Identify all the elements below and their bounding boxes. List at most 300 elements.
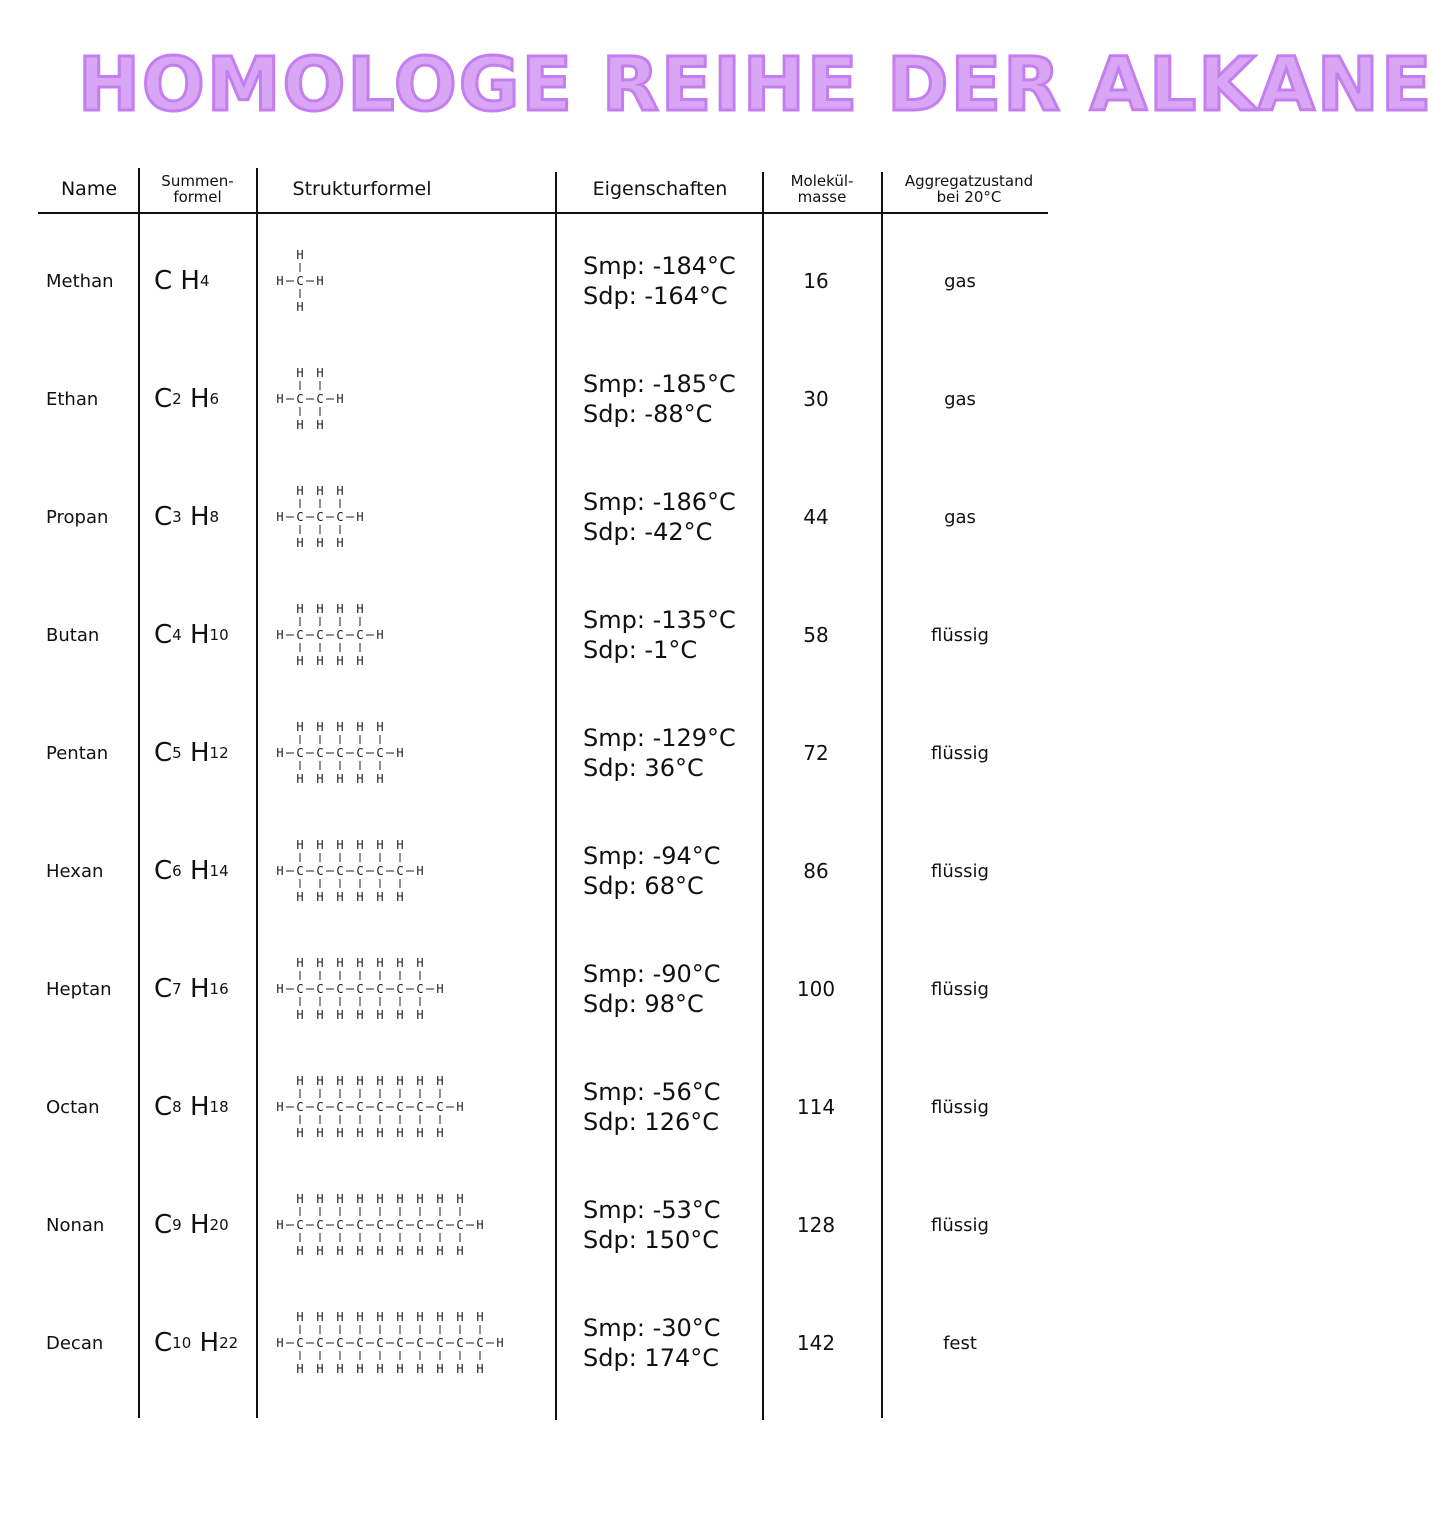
hydrogen-atom: H	[296, 1008, 304, 1022]
structure-diagram	[270, 351, 360, 447]
structural-formula	[270, 222, 555, 340]
structure-diagram	[270, 1177, 500, 1273]
page-title: HOMOLOGE REIHE DER ALKANE	[78, 42, 1433, 128]
molecular-formula	[154, 1048, 254, 1166]
hydrogen-atom: H	[356, 602, 364, 616]
formula-c: C	[154, 266, 173, 296]
hydrogen-atom: H	[436, 1074, 444, 1088]
formula-h: H	[189, 1210, 210, 1240]
hydrogen-atom: H	[316, 956, 324, 970]
formula-c-count: 4	[172, 626, 182, 644]
structure-diagram	[270, 941, 460, 1037]
molecular-mass: 58	[803, 623, 829, 647]
formula-c-count: 10	[172, 1334, 192, 1352]
header-formula-line1: Summen-	[161, 172, 234, 190]
boiling-point: Sdp: -164°C	[583, 282, 728, 310]
hydrogen-atom: H	[316, 890, 324, 904]
molecular-mass: 128	[796, 1213, 836, 1237]
formula-h-count: 8	[209, 508, 220, 526]
hydrogen-atom: H	[316, 1244, 324, 1258]
hydrogen-atom: H	[396, 746, 404, 760]
aggregate-state: gas	[944, 506, 976, 528]
hydrogen-atom: H	[356, 1192, 364, 1206]
carbon-atom: C	[356, 1100, 364, 1114]
molecular-formula	[154, 930, 254, 1048]
hydrogen-atom: H	[296, 654, 304, 668]
hydrogen-atom: H	[376, 890, 384, 904]
formula-c-count: 6	[172, 862, 182, 880]
table-row	[0, 340, 1080, 458]
structure-diagram	[270, 1059, 480, 1155]
hydrogen-atom: H	[296, 1362, 304, 1376]
hydrogen-atom: H	[416, 1362, 424, 1376]
hydrogen-atom: H	[316, 1008, 324, 1022]
hydrogen-atom: H	[376, 720, 384, 734]
hydrogen-atom: H	[376, 838, 384, 852]
hydrogen-atom: H	[416, 864, 424, 878]
hydrogen-atom: H	[396, 1362, 404, 1376]
alkane-name: Octan	[46, 1096, 100, 1118]
formula-c-count: 3	[172, 508, 182, 526]
hydrogen-atom: H	[416, 1192, 424, 1206]
hydrogen-atom: H	[396, 1244, 404, 1258]
hydrogen-atom: H	[316, 720, 324, 734]
formula-h: H	[189, 384, 210, 414]
aggregate-state: flüssig	[931, 978, 989, 1000]
carbon-atom: C	[416, 982, 424, 996]
carbon-atom: C	[296, 1100, 304, 1114]
hydrogen-atom: H	[376, 1310, 384, 1324]
hydrogen-atom: H	[276, 274, 284, 288]
structure-diagram	[270, 823, 440, 919]
hydrogen-atom: H	[296, 838, 304, 852]
melting-point: Smp: -186°C	[583, 488, 736, 516]
hydrogen-atom: H	[416, 1008, 424, 1022]
carbon-atom: C	[376, 864, 384, 878]
table-row	[0, 458, 1080, 576]
melting-point: Smp: -129°C	[583, 724, 736, 752]
table-row	[0, 1048, 1080, 1166]
carbon-atom: C	[316, 746, 324, 760]
molecular-mass: 30	[803, 387, 829, 411]
properties	[583, 1048, 758, 1166]
hydrogen-atom: H	[296, 1074, 304, 1088]
hydrogen-atom: H	[296, 1244, 304, 1258]
carbon-atom: C	[376, 746, 384, 760]
hydrogen-atom: H	[336, 1362, 344, 1376]
hydrogen-atom: H	[276, 510, 284, 524]
alkane-name: Methan	[46, 270, 114, 292]
boiling-point: Sdp: 174°C	[583, 1344, 719, 1372]
carbon-atom: C	[296, 628, 304, 642]
hydrogen-atom: H	[436, 1362, 444, 1376]
header-state	[884, 165, 1054, 213]
hydrogen-atom: H	[336, 1126, 344, 1140]
hydrogen-atom: H	[356, 654, 364, 668]
carbon-atom: C	[316, 392, 324, 406]
hydrogen-atom: H	[296, 890, 304, 904]
hydrogen-atom: H	[456, 1100, 464, 1114]
molecular-mass: 16	[803, 269, 829, 293]
carbon-atom: C	[296, 864, 304, 878]
formula-h-count: 10	[209, 626, 229, 644]
hydrogen-atom: H	[316, 418, 324, 432]
carbon-atom: C	[396, 1336, 404, 1350]
alkane-name: Decan	[46, 1332, 104, 1354]
structure-diagram	[270, 587, 400, 683]
properties	[583, 1166, 758, 1284]
hydrogen-atom: H	[356, 1008, 364, 1022]
structural-formula	[270, 576, 555, 694]
header-mass	[766, 165, 878, 213]
carbon-atom: C	[296, 1336, 304, 1350]
formula-c: C	[154, 1092, 173, 1122]
boiling-point: Sdp: 68°C	[583, 872, 704, 900]
table-row	[0, 1284, 1080, 1402]
carbon-atom: C	[456, 1336, 464, 1350]
carbon-atom: C	[396, 1218, 404, 1232]
hydrogen-atom: H	[336, 602, 344, 616]
formula-h-count: 18	[209, 1098, 229, 1116]
table-row	[0, 222, 1080, 340]
carbon-atom: C	[316, 510, 324, 524]
hydrogen-atom: H	[336, 1192, 344, 1206]
formula-h: H	[189, 620, 210, 650]
carbon-atom: C	[416, 1336, 424, 1350]
structural-formula	[270, 1284, 555, 1402]
carbon-atom: C	[356, 864, 364, 878]
molecular-mass: 100	[796, 977, 836, 1001]
aggregate-state: flüssig	[931, 1214, 989, 1236]
carbon-atom: C	[316, 628, 324, 642]
properties	[583, 222, 758, 340]
hydrogen-atom: H	[396, 956, 404, 970]
carbon-atom: C	[336, 1336, 344, 1350]
hydrogen-atom: H	[296, 1192, 304, 1206]
properties	[583, 694, 758, 812]
boiling-point: Sdp: -88°C	[583, 400, 713, 428]
formula-c-count: 2	[172, 390, 182, 408]
carbon-atom: C	[316, 1218, 324, 1232]
aggregate-state: gas	[944, 388, 976, 410]
formula-c: C	[154, 974, 173, 1004]
formula-c: C	[154, 502, 173, 532]
melting-point: Smp: -184°C	[583, 252, 736, 280]
hydrogen-atom: H	[476, 1218, 484, 1232]
formula-c-count: 5	[172, 744, 182, 762]
hydrogen-atom: H	[436, 1244, 444, 1258]
molecular-formula	[154, 694, 254, 812]
hydrogen-atom: H	[356, 1362, 364, 1376]
formula-c: C	[154, 384, 173, 414]
boiling-point: Sdp: 98°C	[583, 990, 704, 1018]
hydrogen-atom: H	[456, 1244, 464, 1258]
hydrogen-atom: H	[376, 1362, 384, 1376]
molecular-mass: 114	[796, 1095, 836, 1119]
carbon-atom: C	[336, 628, 344, 642]
hydrogen-atom: H	[436, 982, 444, 996]
boiling-point: Sdp: 126°C	[583, 1108, 719, 1136]
hydrogen-atom: H	[396, 1074, 404, 1088]
alkane-name: Butan	[46, 624, 100, 646]
molecular-mass: 72	[803, 741, 829, 765]
hydrogen-atom: H	[476, 1362, 484, 1376]
formula-c-count: 9	[172, 1216, 182, 1234]
formula-h: H	[199, 1328, 220, 1358]
hydrogen-atom: H	[356, 1074, 364, 1088]
carbon-atom: C	[436, 1100, 444, 1114]
hydrogen-atom: H	[276, 392, 284, 406]
hydrogen-atom: H	[356, 1244, 364, 1258]
alkane-name: Heptan	[46, 978, 112, 1000]
formula-c: C	[154, 620, 173, 650]
hydrogen-atom: H	[436, 1192, 444, 1206]
carbon-atom: C	[376, 1218, 384, 1232]
formula-c: C	[154, 738, 173, 768]
structural-formula	[270, 1048, 555, 1166]
hydrogen-atom: H	[296, 300, 304, 314]
properties	[583, 812, 758, 930]
hydrogen-atom: H	[316, 602, 324, 616]
melting-point: Smp: -185°C	[583, 370, 736, 398]
molecular-mass: 86	[803, 859, 829, 883]
header-formula	[140, 165, 255, 213]
table-row	[0, 930, 1080, 1048]
hydrogen-atom: H	[336, 772, 344, 786]
structure-diagram	[270, 469, 380, 565]
properties	[583, 930, 758, 1048]
boiling-point: Sdp: -1°C	[583, 636, 698, 664]
hydrogen-atom: H	[356, 838, 364, 852]
hydrogen-atom: H	[456, 1362, 464, 1376]
aggregate-state: flüssig	[931, 1096, 989, 1118]
hydrogen-atom: H	[316, 654, 324, 668]
hydrogen-atom: H	[316, 1074, 324, 1088]
header-divider	[38, 212, 1048, 214]
hydrogen-atom: H	[296, 366, 304, 380]
hydrogen-atom: H	[336, 890, 344, 904]
carbon-atom: C	[296, 392, 304, 406]
hydrogen-atom: H	[436, 1310, 444, 1324]
header-mass-line1: Molekül-	[790, 172, 854, 190]
table-row	[0, 812, 1080, 930]
boiling-point: Sdp: 150°C	[583, 1226, 719, 1254]
formula-h: H	[189, 502, 210, 532]
header-name: Name	[60, 177, 118, 200]
formula-h: H	[189, 974, 210, 1004]
hydrogen-atom: H	[496, 1336, 504, 1350]
carbon-atom: C	[416, 1218, 424, 1232]
formula-h-count: 22	[219, 1334, 239, 1352]
aggregate-state: flüssig	[931, 860, 989, 882]
carbon-atom: C	[296, 982, 304, 996]
formula-c: C	[154, 856, 173, 886]
carbon-atom: C	[316, 864, 324, 878]
hydrogen-atom: H	[276, 864, 284, 878]
structural-formula	[270, 458, 555, 576]
hydrogen-atom: H	[316, 1126, 324, 1140]
hydrogen-atom: H	[476, 1310, 484, 1324]
carbon-atom: C	[396, 864, 404, 878]
melting-point: Smp: -56°C	[583, 1078, 721, 1106]
hydrogen-atom: H	[456, 1192, 464, 1206]
hydrogen-atom: H	[296, 248, 304, 262]
hydrogen-atom: H	[356, 772, 364, 786]
hydrogen-atom: H	[396, 1126, 404, 1140]
carbon-atom: C	[316, 982, 324, 996]
structural-formula	[270, 1166, 555, 1284]
header-state-line2: bei 20°C	[936, 188, 1002, 206]
hydrogen-atom: H	[276, 628, 284, 642]
carbon-atom: C	[476, 1336, 484, 1350]
carbon-atom: C	[456, 1218, 464, 1232]
structure-diagram	[270, 705, 420, 801]
formula-h-count: 16	[209, 980, 229, 998]
hydrogen-atom: H	[356, 956, 364, 970]
header-mass-line2: masse	[797, 188, 847, 206]
header-structure: Strukturformel	[292, 177, 432, 200]
hydrogen-atom: H	[296, 1310, 304, 1324]
hydrogen-atom: H	[276, 1100, 284, 1114]
carbon-atom: C	[356, 982, 364, 996]
carbon-atom: C	[356, 628, 364, 642]
hydrogen-atom: H	[296, 418, 304, 432]
formula-c: C	[154, 1328, 173, 1358]
molecular-formula	[154, 340, 254, 458]
hydrogen-atom: H	[356, 510, 364, 524]
hydrogen-atom: H	[376, 1074, 384, 1088]
header-state-line1: Aggregatzustand	[904, 172, 1034, 190]
hydrogen-atom: H	[356, 1310, 364, 1324]
properties	[583, 340, 758, 458]
boiling-point: Sdp: -42°C	[583, 518, 713, 546]
aggregate-state: fest	[943, 1332, 977, 1354]
hydrogen-atom: H	[336, 1310, 344, 1324]
carbon-atom: C	[396, 982, 404, 996]
hydrogen-atom: H	[296, 720, 304, 734]
carbon-atom: C	[336, 982, 344, 996]
hydrogen-atom: H	[316, 1192, 324, 1206]
table-row	[0, 576, 1080, 694]
hydrogen-atom: H	[296, 1126, 304, 1140]
carbon-atom: C	[336, 864, 344, 878]
alkane-name: Pentan	[46, 742, 109, 764]
molecular-mass: 142	[796, 1331, 836, 1355]
carbon-atom: C	[296, 1218, 304, 1232]
carbon-atom: C	[296, 746, 304, 760]
hydrogen-atom: H	[396, 838, 404, 852]
hydrogen-atom: H	[336, 392, 344, 406]
hydrogen-atom: H	[396, 1192, 404, 1206]
hydrogen-atom: H	[416, 956, 424, 970]
hydrogen-atom: H	[376, 1192, 384, 1206]
carbon-atom: C	[396, 1100, 404, 1114]
carbon-atom: C	[296, 274, 304, 288]
hydrogen-atom: H	[436, 1126, 444, 1140]
carbon-atom: C	[376, 1336, 384, 1350]
properties	[583, 458, 758, 576]
hydrogen-atom: H	[416, 1310, 424, 1324]
alkane-name: Hexan	[46, 860, 104, 882]
carbon-atom: C	[336, 510, 344, 524]
formula-h: H	[180, 266, 200, 296]
aggregate-state: flüssig	[931, 624, 989, 646]
hydrogen-atom: H	[376, 1244, 384, 1258]
hydrogen-atom: H	[276, 982, 284, 996]
carbon-atom: C	[436, 1336, 444, 1350]
properties	[583, 576, 758, 694]
carbon-atom: C	[376, 982, 384, 996]
formula-h-count: 14	[209, 862, 229, 880]
formula-h-count: 6	[209, 390, 220, 408]
alkane-name: Nonan	[46, 1214, 105, 1236]
hydrogen-atom: H	[396, 1008, 404, 1022]
molecular-mass: 44	[803, 505, 829, 529]
hydrogen-atom: H	[336, 1074, 344, 1088]
molecular-formula	[154, 1166, 254, 1284]
hydrogen-atom: H	[376, 1126, 384, 1140]
formula-h-count: 20	[209, 1216, 229, 1234]
hydrogen-atom: H	[296, 956, 304, 970]
carbon-atom: C	[356, 746, 364, 760]
header-formula-line2: formel	[173, 188, 222, 206]
hydrogen-atom: H	[316, 772, 324, 786]
table-row	[0, 694, 1080, 812]
hydrogen-atom: H	[416, 1074, 424, 1088]
hydrogen-atom: H	[336, 1244, 344, 1258]
hydrogen-atom: H	[316, 536, 324, 550]
carbon-atom: C	[296, 510, 304, 524]
hydrogen-atom: H	[356, 1126, 364, 1140]
carbon-atom: C	[416, 1100, 424, 1114]
formula-c-count: 7	[172, 980, 182, 998]
boiling-point: Sdp: 36°C	[583, 754, 704, 782]
carbon-atom: C	[436, 1218, 444, 1232]
melting-point: Smp: -94°C	[583, 842, 721, 870]
alkane-name: Propan	[46, 506, 109, 528]
molecular-formula	[154, 1284, 254, 1402]
hydrogen-atom: H	[296, 536, 304, 550]
hydrogen-atom: H	[416, 1244, 424, 1258]
formula-h: H	[189, 738, 210, 768]
molecular-formula	[154, 458, 254, 576]
structural-formula	[270, 340, 555, 458]
hydrogen-atom: H	[336, 536, 344, 550]
carbon-atom: C	[336, 1218, 344, 1232]
hydrogen-atom: H	[316, 274, 324, 288]
hydrogen-atom: H	[316, 1310, 324, 1324]
structural-formula	[270, 694, 555, 812]
hydrogen-atom: H	[336, 654, 344, 668]
hydrogen-atom: H	[376, 628, 384, 642]
hydrogen-atom: H	[316, 366, 324, 380]
hydrogen-atom: H	[276, 1218, 284, 1232]
melting-point: Smp: -53°C	[583, 1196, 721, 1224]
structure-diagram	[270, 1295, 520, 1391]
carbon-atom: C	[356, 1218, 364, 1232]
structural-formula	[270, 930, 555, 1048]
hydrogen-atom: H	[316, 838, 324, 852]
melting-point: Smp: -90°C	[583, 960, 721, 988]
structure-diagram	[270, 233, 340, 329]
formula-h-count: 4	[199, 272, 210, 290]
aggregate-state: gas	[944, 270, 976, 292]
formula-h-count: 12	[209, 744, 229, 762]
hydrogen-atom: H	[396, 1310, 404, 1324]
hydrogen-atom: H	[396, 890, 404, 904]
formula-c-count: 8	[172, 1098, 182, 1116]
hydrogen-atom: H	[316, 484, 324, 498]
